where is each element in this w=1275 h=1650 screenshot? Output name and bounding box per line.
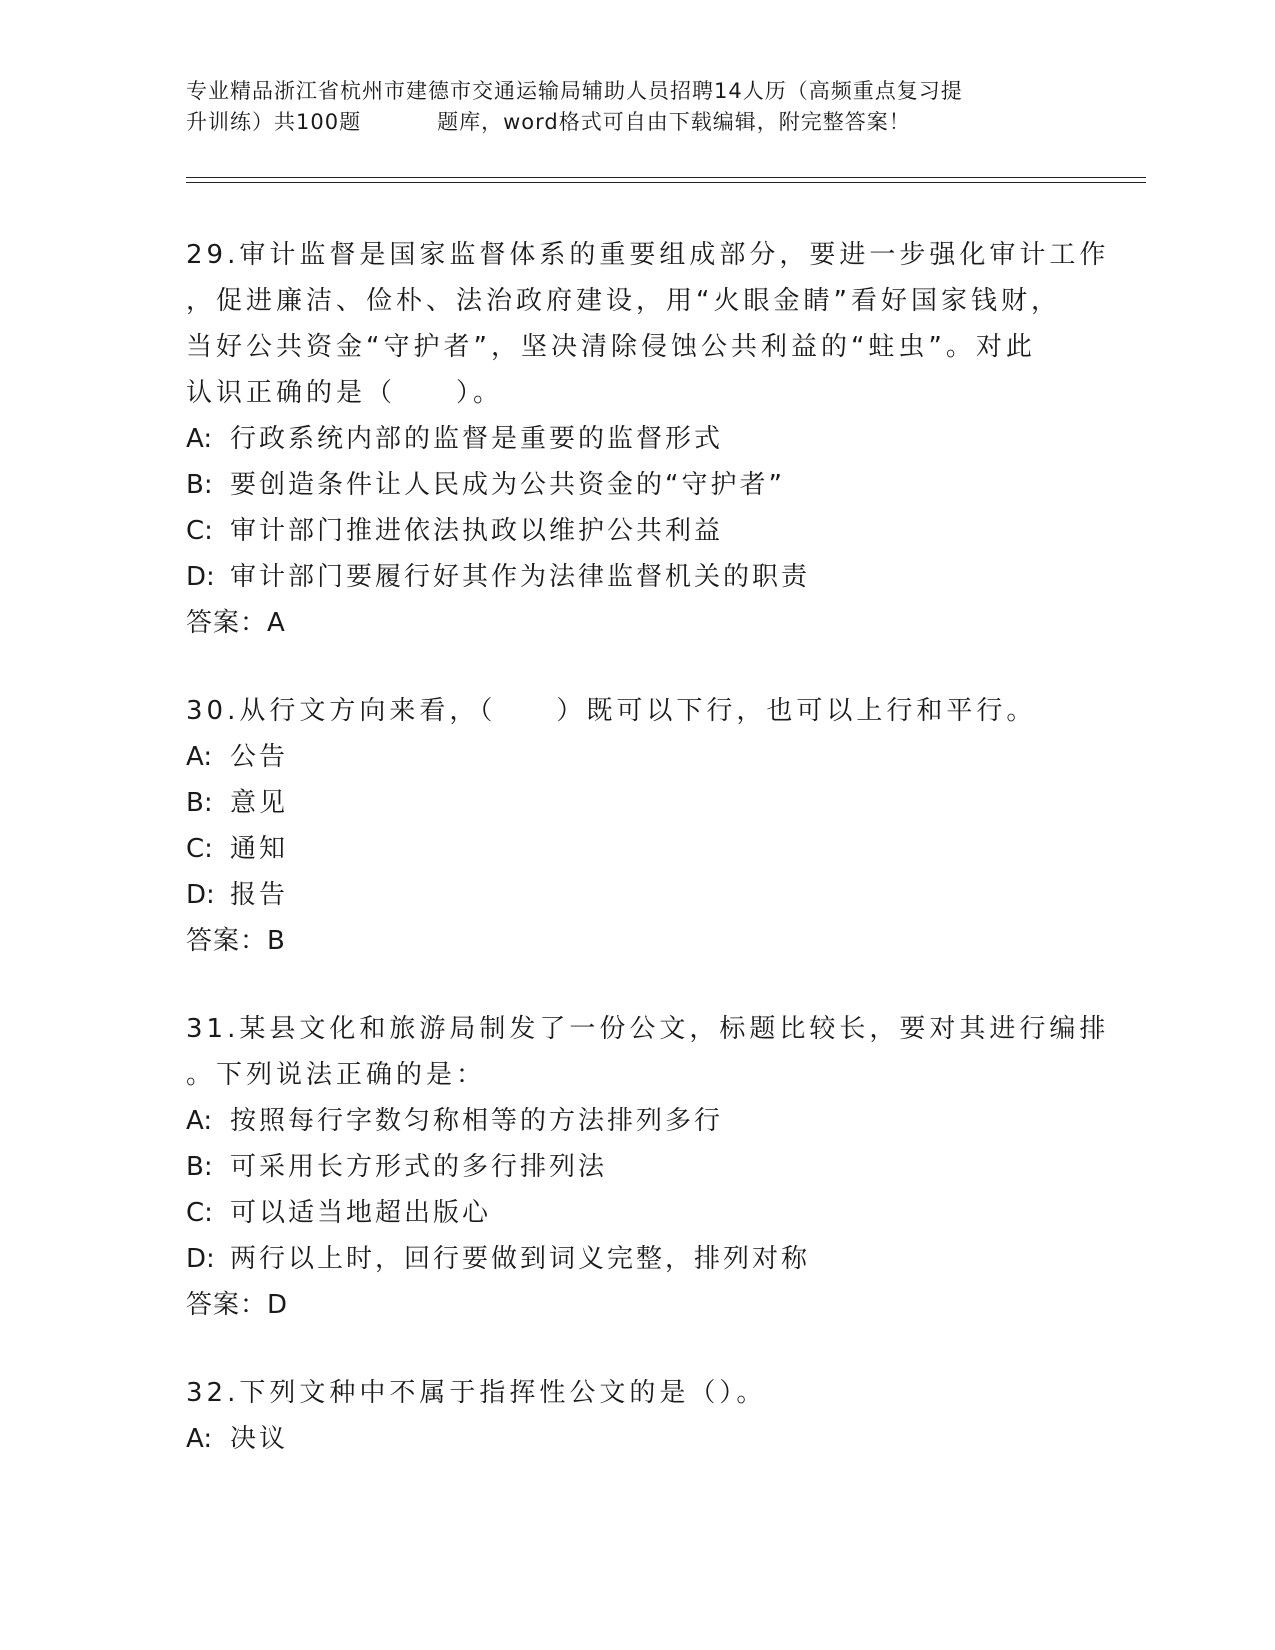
option-text: 按照每行字数匀称相等的方法排列多行	[230, 1106, 724, 1136]
option-b	[186, 1144, 1086, 1190]
page-header	[186, 76, 1086, 138]
option-c	[186, 508, 1086, 554]
option-text: 通知	[230, 834, 289, 864]
header-title-line2-part2: 题库，word格式可自由下载编辑，附完整答案！	[437, 110, 911, 134]
option-letter: A:	[186, 1424, 213, 1454]
option-letter: B:	[186, 470, 213, 500]
option-c	[186, 826, 1086, 872]
question-32	[186, 1370, 1086, 1462]
question-stem-line: 32.下列文种中不属于指挥性公文的是（）。	[186, 1378, 767, 1408]
option-text: 公告	[230, 742, 289, 772]
question-stem-line: 29.审计监督是国家监督体系的重要组成部分，要进一步强化审计工作	[186, 240, 1110, 270]
option-text: 报告	[230, 880, 289, 910]
option-letter: C:	[186, 834, 213, 864]
question-29	[186, 232, 1110, 646]
answer: 答案：D	[186, 1290, 289, 1320]
question-31	[186, 1006, 1110, 1328]
header-divider-top	[186, 177, 1146, 178]
option-letter: A:	[186, 424, 213, 454]
question-stem-line: 30.从行文方向来看，（ ）既可以下行，也可以上行和平行。	[186, 696, 1037, 726]
header-title-line2	[186, 107, 1086, 138]
option-d	[186, 1236, 1086, 1282]
option-text: 审计部门要履行好其作为法律监督机关的职责	[230, 562, 811, 592]
option-letter: D:	[186, 1244, 215, 1274]
option-text: 可采用长方形式的多行排列法	[230, 1152, 608, 1182]
option-d	[186, 872, 1086, 918]
question-stem-line: 当好公共资金“守护者”，坚决清除侵蚀公共利益的“蛀虫”。对此	[186, 332, 1036, 362]
option-text: 可以适当地超出版心	[230, 1198, 492, 1228]
option-text: 两行以上时，回行要做到词义完整，排列对称	[230, 1244, 811, 1274]
option-letter: B:	[186, 788, 213, 818]
option-letter: A:	[186, 742, 213, 772]
option-letter: D:	[186, 880, 215, 910]
question-list	[186, 232, 1110, 1504]
option-a	[186, 1416, 1086, 1462]
option-letter: D:	[186, 562, 215, 592]
option-letter: B:	[186, 1152, 213, 1182]
header-divider-bottom	[186, 182, 1146, 183]
option-letter: C:	[186, 516, 213, 546]
question-stem-line: ，促进廉洁、俭朴、法治政府建设，用“火眼金睛”看好国家钱财，	[186, 286, 1061, 316]
header-title-line2-part1: 升训练）共100题	[186, 110, 362, 134]
option-d	[186, 554, 1086, 600]
question-stem-line: 认识正确的是（ ）。	[186, 378, 504, 408]
option-text: 意见	[230, 788, 289, 818]
option-a	[186, 416, 1086, 462]
option-a	[186, 1098, 1086, 1144]
option-a	[186, 734, 1086, 780]
option-b	[186, 780, 1086, 826]
header-title-line1: 专业精品浙江省杭州市建德市交通运输局辅助人员招聘14人历（高频重点复习提	[186, 79, 963, 103]
answer: 答案：B	[186, 926, 286, 956]
option-text: 要创造条件让人民成为公共资金的“守护者”	[230, 470, 785, 500]
option-letter: A:	[186, 1106, 213, 1136]
option-b	[186, 462, 1086, 508]
answer: 答案：A	[186, 608, 286, 638]
question-30	[186, 688, 1086, 964]
question-stem-line: 31.某县文化和旅游局制发了一份公文，标题比较长，要对其进行编排	[186, 1014, 1110, 1044]
question-stem-line: 。下列说法正确的是：	[186, 1060, 487, 1090]
option-c	[186, 1190, 1086, 1236]
option-letter: C:	[186, 1198, 213, 1228]
option-text: 决议	[230, 1424, 289, 1454]
option-text: 审计部门推进依法执政以维护公共利益	[230, 516, 724, 546]
option-text: 行政系统内部的监督是重要的监督形式	[230, 424, 724, 454]
